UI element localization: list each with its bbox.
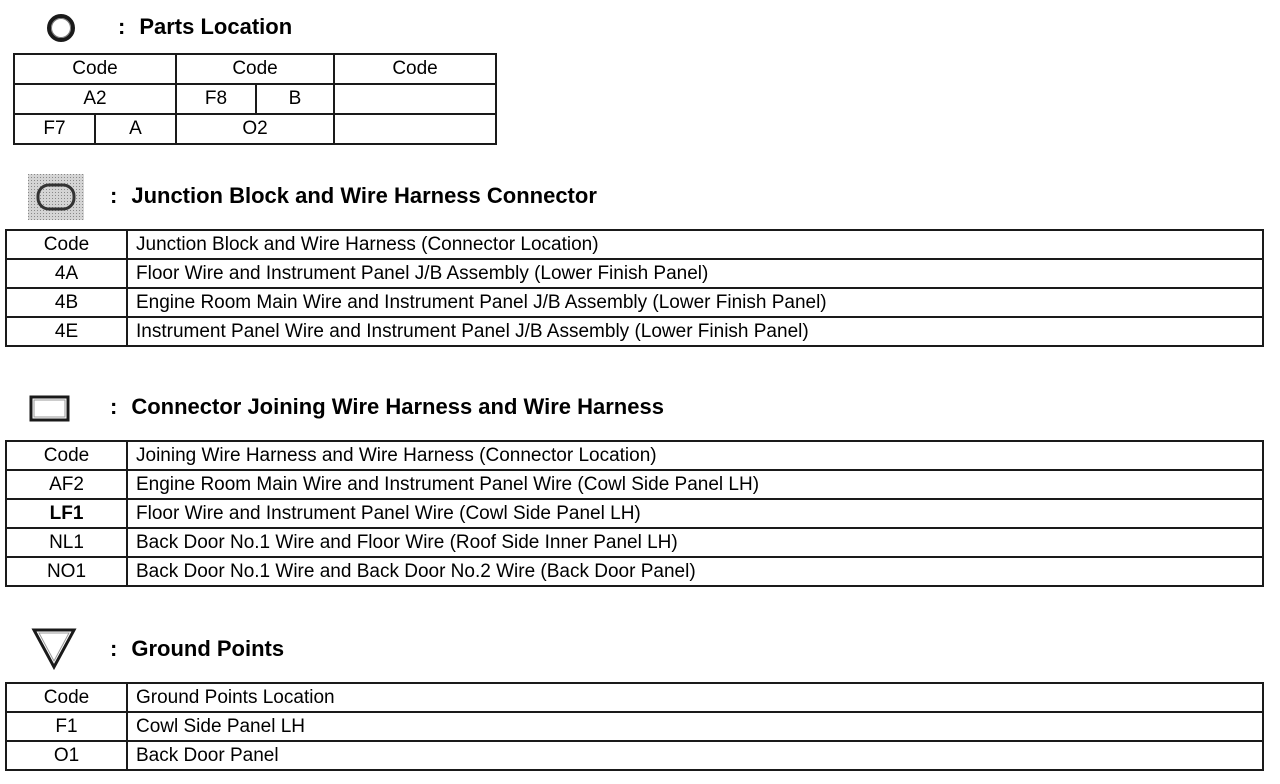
table-row (6, 499, 1263, 528)
header-code-cell: Code (6, 441, 127, 470)
header-code-cell: Code (6, 683, 127, 712)
header-desc-cell: Ground Points Location (127, 683, 1263, 712)
code-cell: AF2 (6, 470, 127, 499)
ground-points-heading (110, 632, 284, 666)
code-cell: O1 (6, 741, 127, 770)
parts-location-heading (118, 10, 292, 44)
circle-icon (44, 12, 78, 44)
section-title: Ground Points (131, 636, 285, 661)
table-row (6, 317, 1263, 346)
code-cell: NL1 (6, 528, 127, 557)
desc-cell: Cowl Side Panel LH (127, 712, 1263, 741)
heading-colon: : (110, 183, 118, 208)
table-row (14, 114, 496, 144)
desc-cell: Floor Wire and Instrument Panel J/B Assembly (Lower Finish Panel) (127, 259, 1263, 288)
shaded-oval-icon (28, 174, 84, 220)
table-header-row (14, 54, 496, 84)
section-title: Connector Joining Wire Harness and Wire Harness (131, 394, 664, 419)
table-row (6, 528, 1263, 557)
code-cell: F7 (14, 114, 95, 144)
triangle-down-icon (30, 625, 78, 671)
code-cell: F1 (6, 712, 127, 741)
desc-cell: Instrument Panel Wire and Instrument Panel J/B Assembly (Lower Finish Panel) (127, 317, 1263, 346)
junction-block-heading (110, 179, 597, 213)
table-row (6, 288, 1263, 317)
connector-joining-heading (110, 390, 664, 424)
code-cell: B (256, 84, 334, 114)
table-row (6, 259, 1263, 288)
code-cell: A2 (14, 84, 176, 114)
table-row (6, 741, 1263, 770)
table-row (6, 557, 1263, 586)
table-row (14, 84, 496, 114)
table-row (6, 470, 1263, 499)
desc-cell: Back Door Panel (127, 741, 1263, 770)
desc-cell: Back Door No.1 Wire and Back Door No.2 Wire (Back Door Panel) (127, 557, 1263, 586)
code-cell: LF1 (6, 499, 127, 528)
code-cell: 4E (6, 317, 127, 346)
header-desc-cell: Junction Block and Wire Harness (Connector Location) (127, 230, 1263, 259)
desc-cell: Engine Room Main Wire and Instrument Panel Wire (Cowl Side Panel LH) (127, 470, 1263, 499)
heading-colon: : (118, 14, 126, 39)
desc-cell: Floor Wire and Instrument Panel Wire (Cowl Side Panel LH) (127, 499, 1263, 528)
code-cell: A (95, 114, 176, 144)
code-cell: F8 (176, 84, 256, 114)
code-cell: O2 (176, 114, 334, 144)
heading-colon: : (110, 394, 118, 419)
header-cell: Code (176, 54, 334, 84)
code-cell: 4B (6, 288, 127, 317)
empty-cell (334, 84, 496, 114)
table-header-row (6, 230, 1263, 259)
code-cell: 4A (6, 259, 127, 288)
header-cell: Code (14, 54, 176, 84)
table-header-row (6, 683, 1263, 712)
code-cell: NO1 (6, 557, 127, 586)
header-code-cell: Code (6, 230, 127, 259)
table-row (6, 712, 1263, 741)
connector-joining-table (5, 440, 1264, 587)
section-title: Junction Block and Wire Harness Connector (131, 183, 597, 208)
header-desc-cell: Joining Wire Harness and Wire Harness (Connector Location) (127, 441, 1263, 470)
table-header-row (6, 441, 1263, 470)
desc-cell: Engine Room Main Wire and Instrument Panel J/B Assembly (Lower Finish Panel) (127, 288, 1263, 317)
parts-location-table (13, 53, 497, 145)
section-title: Parts Location (139, 14, 293, 39)
heading-colon: : (110, 636, 118, 661)
empty-cell (334, 114, 496, 144)
ground-points-table (5, 682, 1264, 771)
rectangle-icon (28, 393, 72, 425)
header-cell: Code (334, 54, 496, 84)
junction-block-table (5, 229, 1264, 347)
desc-cell: Back Door No.1 Wire and Floor Wire (Roof Side Inner Panel LH) (127, 528, 1263, 557)
